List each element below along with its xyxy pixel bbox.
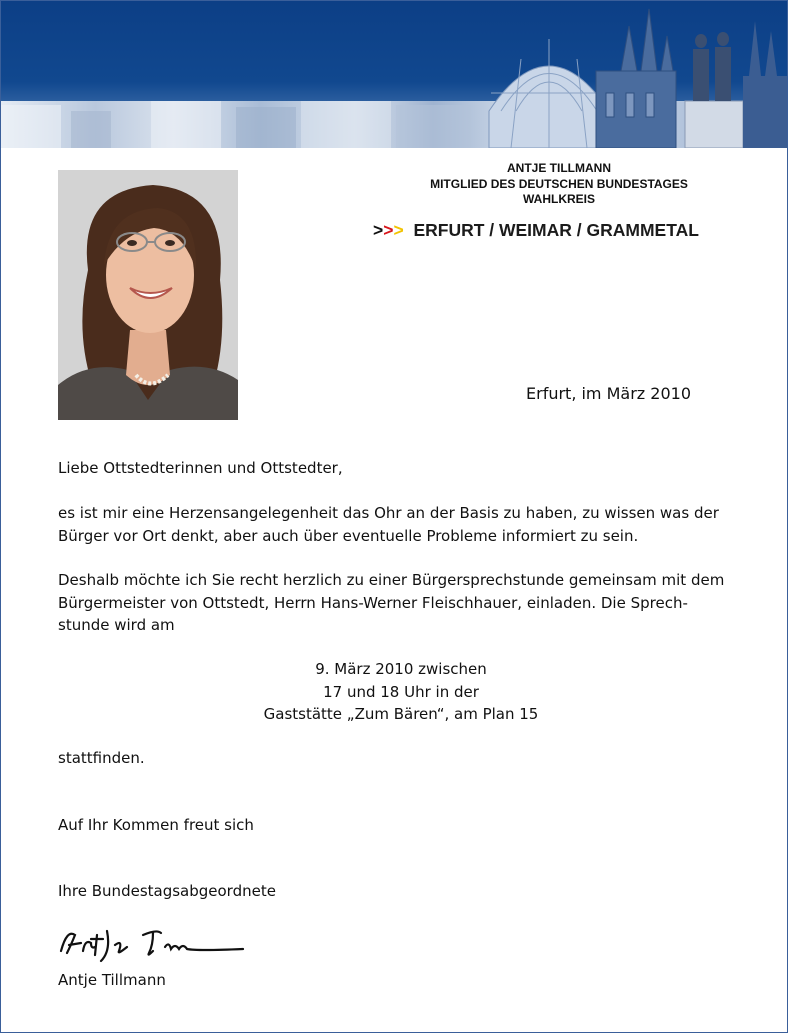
header-banner (1, 1, 787, 148)
event-location-line: Gaststätte „Zum Bären“, am Plan 15 (263, 705, 539, 723)
signed-name: Antje Tillmann (58, 971, 166, 989)
paragraph-invitation: Deshalb möchte ich Sie recht herzlich zu einer Bürgersprechstunde gemeinsam mit dem Bürgermeister von Ottstedt, Herrn Hans-Werner Fleischhauer, einladen. Die Sprech-stunde wird am (58, 571, 725, 634)
salutation: Liebe Ottstedterinnen und Ottstedter, (58, 459, 343, 477)
handwritten-signature (57, 921, 247, 963)
district-label: WAHLKREIS (523, 192, 595, 206)
member-name: ANTJE TILLMANN (507, 161, 611, 175)
event-time-line: 17 und 18 Uhr in der (323, 682, 479, 701)
letter-date: Erfurt, im März 2010 (526, 384, 691, 403)
sign-role: Ihre Bundestagsabgeordnete (58, 882, 276, 900)
paragraph-intro: es ist mir eine Herzensangelegenheit das Ohr an der Basis zu haben, zu wissen was der Bürger vor Ort denkt, aber auch über eventuelle Probleme informiert zu sein. (58, 504, 719, 545)
member-role: MITGLIED DES DEUTSCHEN BUNDESTAGES (430, 176, 688, 191)
closing-line: Auf Ihr Kommen freut sich (58, 816, 254, 834)
arrow-black: > (373, 220, 384, 240)
constituency-line (373, 220, 713, 241)
event-date-line: 9. März 2010 zwischen (315, 660, 487, 678)
letterhead-block (381, 161, 737, 208)
event-details (58, 658, 744, 726)
banner-landmarks-image (1, 1, 787, 148)
arrow-gold: > (393, 220, 404, 240)
constituency-name: ERFURT / WEIMAR / GRAMMETAL (413, 220, 699, 240)
arrow-red: > (383, 220, 394, 240)
portrait-photo (58, 170, 238, 420)
after-event-text: stattfinden. (58, 749, 145, 767)
